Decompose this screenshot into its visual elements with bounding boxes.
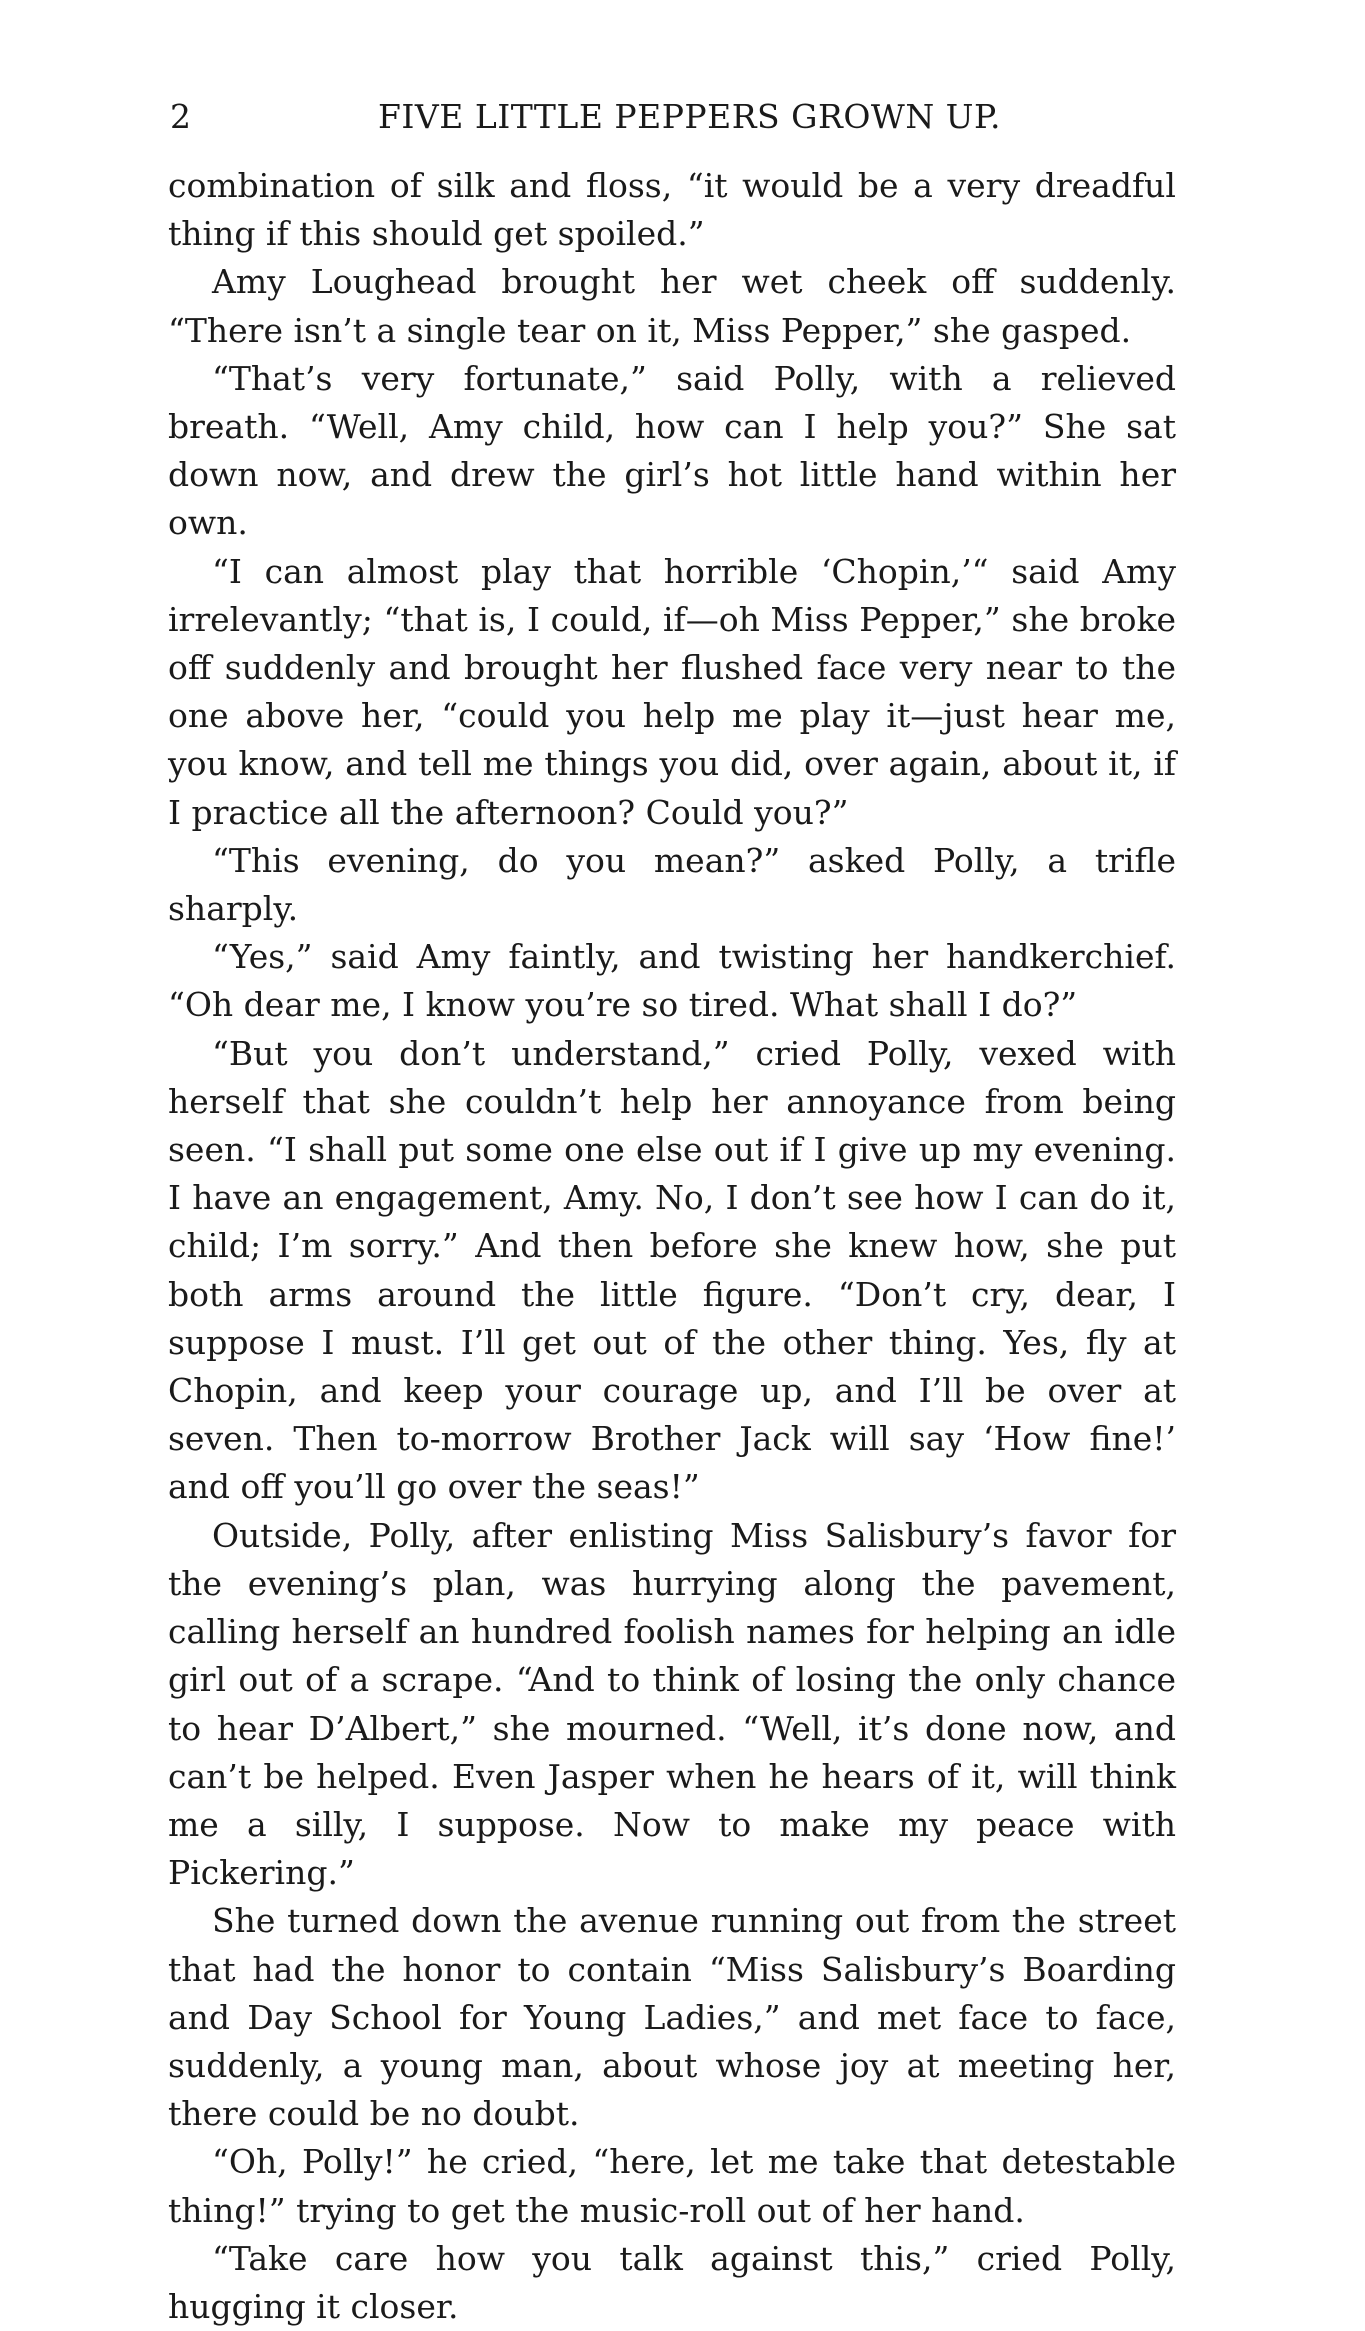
paragraph: Amy Loughead brought her wet cheek off suddenly. “There isn’t a single tear on it, Miss Pepper,” she gasped. — [168, 262, 1176, 350]
paragraph: “But you don’t understand,” cried Polly, vexed with herself that she couldn’t help her annoyance from being seen. “I shall put some one else out if I give up my evening. I have an engagement, Amy. No, I don’t see how I can do it, child; I’m sorry.” And then before she knew how, she put both arms around the little figure. “Don’t cry, dear, I suppose I must. I’ll get out of the other thing. Yes, fly at Chopin, and keep your courage up, and I’ll be over at seven. Then to-morrow Brother Jack will say ‘How fine!’ and off you’ll go over the seas!” — [168, 1033, 1176, 1507]
page-number: 2 — [170, 97, 192, 136]
running-title: FIVE LITTLE PEPPERS GROWN UP. — [377, 97, 1002, 136]
paragraph: She turned down the avenue running out from the street that had the honor to contain “Miss Salisbury’s Boarding and Day School for Young Ladies,” and met face to face, suddenly, a young man, about whose joy at meeting her, there could be no doubt. — [168, 1901, 1176, 2134]
body-text — [168, 162, 1176, 2331]
paragraph: “Take care how you talk against this,” cried Polly, hugging it closer. — [168, 2238, 1176, 2326]
paragraph: “Oh, Polly!” he cried, “here, let me take that detestable thing!” trying to get the music-roll out of her hand. — [168, 2142, 1176, 2230]
paragraph: “Yes,” said Amy faintly, and twisting her handkerchief. “Oh dear me, I know you’re so tired. What shall I do?” — [168, 937, 1176, 1025]
paragraph-continued: combination of silk and floss, “it would be a very dreadful thing if this should get spoiled.” — [168, 166, 1176, 254]
running-head — [170, 92, 1173, 142]
paragraph: “This evening, do you mean?” asked Polly, a trifle sharply. — [168, 840, 1176, 929]
paragraph: “That’s very fortunate,” said Polly, with a relieved breath. “Well, Amy child, how can I help you?” She sat down now, and drew the girl’s hot little hand within her own. — [168, 358, 1176, 543]
paragraph: Outside, Polly, after enlisting Miss Salisbury’s favor for the evening’s plan, was hurrying along the pavement, calling herself an hundred foolish names for helping an idle girl out of a scrape. “And to think of losing the only chance to hear D’Albert,” she mourned. “Well, it’s done now, and can’t be helped. Even Jasper when he hears of it, will think me a silly, I suppose. Now to make my peace with Pickering.” — [168, 1515, 1176, 1893]
paragraph: “I can almost play that horrible ‘Chopin,’“ said Amy irrelevantly; “that is, I could, if—oh Miss Pepper,” she broke off suddenly and brought her flushed face very near to the one above her, “could you help me play it—just hear me, you know, and tell me things you did, over again, about it, if I practice all the afternoon? Could you?” — [168, 551, 1176, 832]
